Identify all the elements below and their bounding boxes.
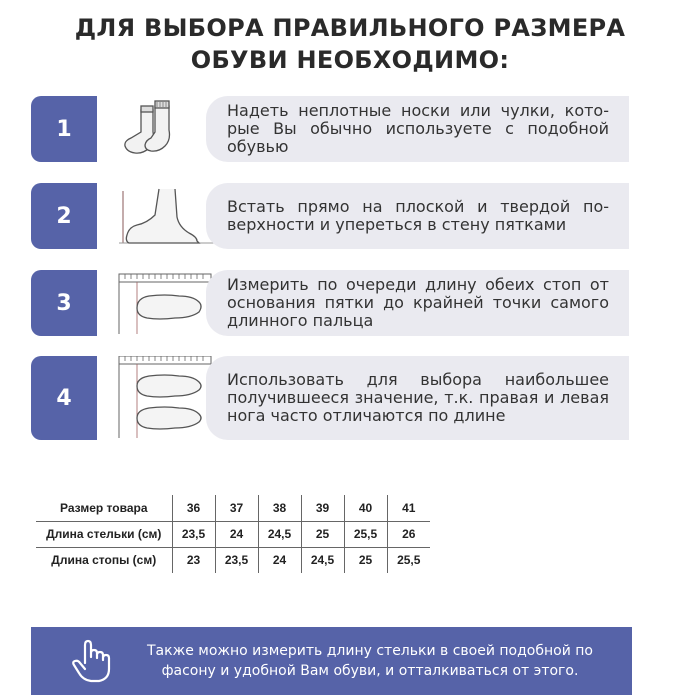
size-table (36, 495, 430, 573)
table-row (36, 521, 430, 547)
table-cell: 41 (387, 495, 430, 521)
title-part-3: РАЗМЕРА (484, 14, 626, 42)
row-label: Размер товара (60, 500, 148, 515)
step-2-number: 2 (31, 183, 97, 249)
table-cell: 40 (344, 495, 387, 521)
page-title (0, 12, 700, 76)
feet-ruler-icon (115, 356, 215, 440)
step-1-number: 1 (31, 96, 97, 162)
table-cell: 26 (387, 521, 430, 547)
table-cell: 23,5 (172, 521, 215, 547)
table-cell: 39 (301, 495, 344, 521)
hand-pointer-icon (71, 639, 111, 683)
row-label: Длина стопы (см) (36, 547, 172, 573)
table-cell: 25 (344, 547, 387, 573)
table-cell: 23,5 (215, 547, 258, 573)
table-cell: 38 (258, 495, 301, 521)
table-cell: 23 (172, 547, 215, 573)
table-cell: 24 (215, 521, 258, 547)
table-cell: 25 (301, 521, 344, 547)
table-cell: 37 (215, 495, 258, 521)
table-row (36, 495, 430, 521)
info-banner (31, 627, 632, 695)
title-part-1: ДЛЯ ВЫБОРА (74, 14, 273, 42)
table-cell: 25,5 (344, 521, 387, 547)
table-cell: 24,5 (301, 547, 344, 573)
table-cell: 24,5 (258, 521, 301, 547)
foot-side-icon (115, 183, 215, 249)
step-1-text: Надеть неплотные носки или чулки, кото-рые Вы обычно используете с подобной обувью (206, 96, 629, 162)
title-part-2: ПРАВИЛЬНОГО (272, 14, 485, 42)
table-cell: 24 (258, 547, 301, 573)
step-3-number: 3 (31, 270, 97, 336)
step-3-text: Измерить по очереди длину обеих стоп от основания пятки до крайней точки самого длинного пальца (206, 270, 629, 336)
step-2-text: Встать прямо на плоской и твердой по-верхности и упереться в стену пятками (206, 183, 629, 249)
title-line-2: ОБУВИ НЕОБХОДИМО: (190, 46, 510, 74)
row-label: Длина стельки (см) (36, 521, 172, 547)
step-4-text: Использовать для выбора наибольшее получившееся значение, т.к. правая и левая нога часто отличаются по длине (206, 356, 629, 440)
socks-icon (115, 96, 215, 162)
table-cell: 36 (172, 495, 215, 521)
step-4-number: 4 (31, 356, 97, 440)
foot-ruler-icon (115, 270, 215, 336)
table-row (36, 547, 430, 573)
title-line-1 (0, 12, 700, 44)
info-text: Также можно измерить длину стельки в своей подобной по фасону и удобной Вам обуви, и отталкиваться от этого. (147, 643, 593, 679)
table-cell: 25,5 (387, 547, 430, 573)
